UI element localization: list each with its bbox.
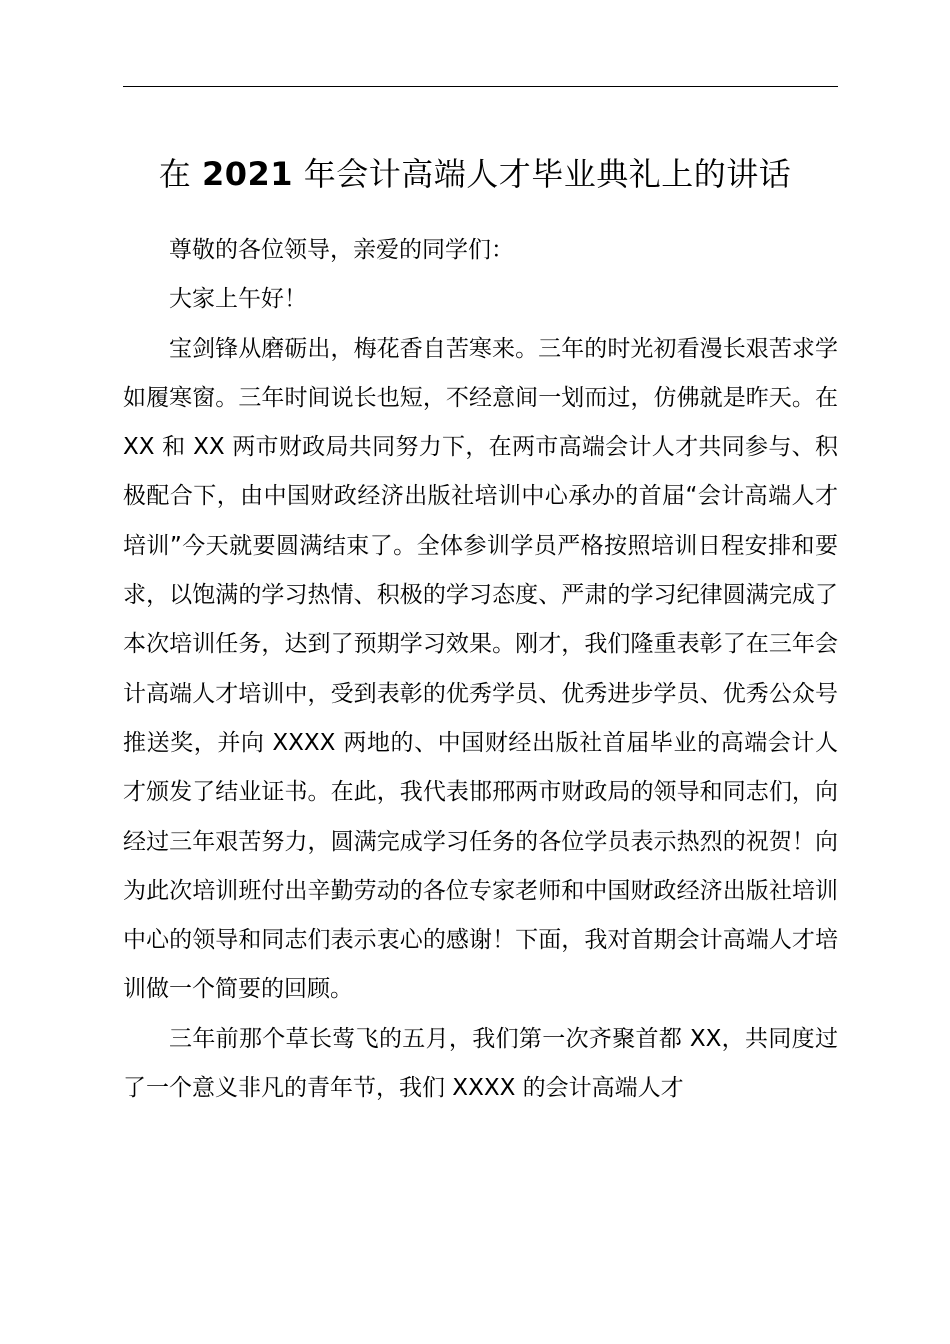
body-paragraph: 三年前那个草长莺飞的五月，我们第一次齐聚首都 XX，共同度过了一个意义非凡的青年节，我们 XXXX 的会计高端人才 xyxy=(123,1025,838,1102)
greeting-paragraph: 大家上午好！ xyxy=(169,286,307,313)
header-rule xyxy=(123,86,838,87)
title-suffix: 年会计高端人才毕业典礼上的讲话 xyxy=(293,155,792,193)
page-title xyxy=(0,146,950,202)
document-body xyxy=(123,226,838,1113)
title-prefix: 在 xyxy=(158,155,202,193)
body-paragraph: 宝剑锋从磨砺出，梅花香自苦寒来。三年的时光初看漫长艰苦求学如履寒窗。三年时间说长也短，不经意间一划而过，仿佛就是昨天。在 XX 和 XX 两市财政局共同努力下，在两市高端会计人才共同参与、积极配合下，由中国财政经济出版社培训中心承办的首届“会计高端人才培训”今天就要圆满结束了。全体参训学员严格按照培训日程安排和要求，以饱满的学习热情、积极的学习态度、严肃的学习纪律圆满完成了本次培训任务，达到了预期学习效果。刚才，我们隆重表彰了在三年会计高端人才培训中，受到表彰的优秀学员、优秀进步学员、优秀公众号推送奖，并向 XXXX 两地的、中国财经出版社首届毕业的高端会计人才颁发了结业证书。在此，我代表邯郉两市财政局的领导和同志们，向经过三年艰苦努力，圆满完成学习任务的各位学员表示热烈的祝贺！向为此次培训班付出辛勤劳动的各位专家老师和中国财政经济出版社培训中心的领导和同志们表示衷心的感谢！下面，我对首期会计高端人才培训做一个简要的回顾。 xyxy=(123,335,838,1003)
salutation-paragraph: 尊敬的各位领导，亲爱的同学们： xyxy=(169,237,514,263)
title-year: 2021 xyxy=(201,155,294,193)
